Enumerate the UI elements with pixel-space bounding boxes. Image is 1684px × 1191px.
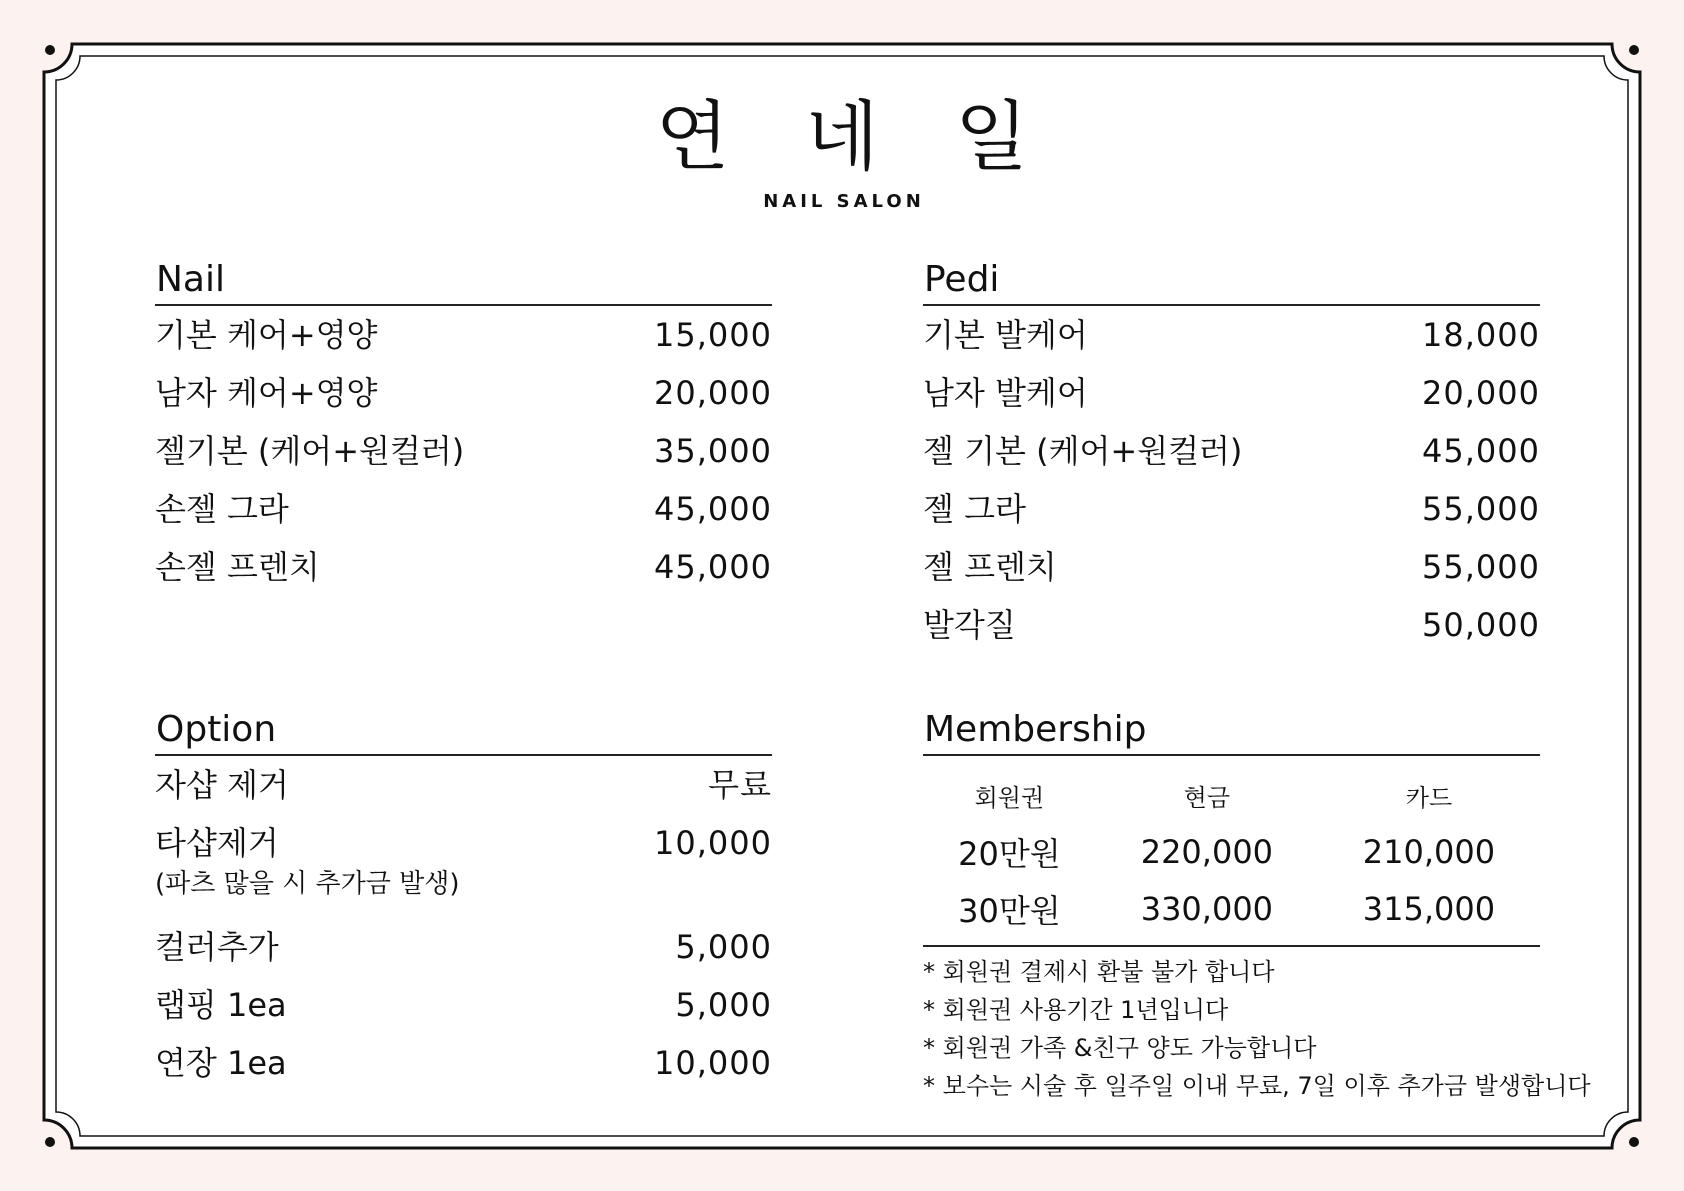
membership-section	[923, 708, 1591, 1105]
item-price: 5,000	[675, 986, 772, 1024]
nail-item	[155, 364, 772, 422]
item-price: 55,000	[1422, 548, 1540, 586]
column-header: 회원권	[974, 783, 1045, 812]
note-line: * 회원권 결제시 환불 불가 합니다	[923, 958, 1275, 986]
membership-cell: 210,000	[1362, 832, 1496, 871]
item-name: 랩핑 1ea	[155, 986, 287, 1024]
item-name: 남자 케어+영양	[155, 374, 378, 412]
option-item	[155, 976, 772, 1034]
membership-cell: 20만원	[958, 834, 1061, 873]
item-name: 젤기본 (케어+원컬러)	[155, 432, 465, 470]
option-section	[155, 708, 772, 1092]
pedi-item	[923, 596, 1540, 654]
pedi-item	[923, 422, 1540, 480]
item-note: (파츠 많을 시 추가금 발생)	[155, 869, 460, 899]
item-name: 젤 기본 (케어+원컬러)	[923, 432, 1243, 470]
item-name: 타샵제거	[155, 824, 279, 862]
item-name: 연장 1ea	[155, 1044, 287, 1082]
option-title: Option	[155, 708, 772, 756]
item-name: 젤 프렌치	[923, 548, 1057, 586]
pedi-item	[923, 538, 1540, 596]
item-price: 무료	[708, 766, 772, 804]
nail-item	[155, 422, 772, 480]
item-price: 50,000	[1422, 606, 1540, 644]
option-item	[155, 756, 772, 814]
nail-title: Nail	[155, 258, 772, 306]
item-name: 손젤 그라	[155, 490, 289, 528]
pedi-list	[923, 306, 1540, 654]
membership-cell: 330,000	[1140, 889, 1274, 928]
item-price: 18,000	[1422, 316, 1540, 354]
item-price: 45,000	[654, 490, 772, 528]
membership-header-row	[923, 756, 1540, 823]
option-item	[155, 814, 772, 918]
option-list	[155, 756, 772, 1092]
item-name: 손젤 프렌치	[155, 548, 320, 586]
salon-name: 연 네 일	[655, 92, 1055, 181]
item-price: 45,000	[654, 548, 772, 586]
item-price: 10,000	[654, 1044, 772, 1082]
nail-list	[155, 306, 772, 596]
pedi-title: Pedi	[923, 258, 1540, 306]
pedi-item	[923, 480, 1540, 538]
pedi-item	[923, 364, 1540, 422]
item-name: 자샵 제거	[155, 766, 289, 804]
item-price: 45,000	[1422, 432, 1540, 470]
item-price: 20,000	[654, 374, 772, 412]
column-header: 현금	[1183, 783, 1231, 812]
nail-item	[155, 538, 772, 596]
item-price: 5,000	[675, 928, 772, 966]
item-price: 20,000	[1422, 374, 1540, 412]
membership-notes	[923, 947, 1591, 1105]
item-name: 기본 발케어	[923, 316, 1088, 354]
pedi-item	[923, 306, 1540, 364]
item-name: 남자 발케어	[923, 374, 1088, 412]
membership-cell: 30만원	[958, 891, 1061, 930]
pedi-section	[923, 258, 1540, 654]
membership-row	[923, 823, 1540, 880]
note-line: * 회원권 가족 &친구 양도 가능합니다	[923, 1034, 1317, 1062]
note-line: * 보수는 시술 후 일주일 이내 무료, 7일 이후 추가금 발생합니다	[923, 1072, 1591, 1100]
item-price: 55,000	[1422, 490, 1540, 528]
item-name: 기본 케어+영양	[155, 316, 378, 354]
membership-table	[923, 756, 1540, 937]
note-line: * 회원권 사용기간 1년입니다	[923, 996, 1229, 1024]
item-name: 발각질	[923, 606, 1016, 644]
membership-cell: 315,000	[1362, 889, 1496, 928]
item-name: 컬러추가	[155, 928, 279, 966]
nail-item	[155, 306, 772, 364]
membership-cell: 220,000	[1140, 832, 1274, 871]
item-price: 35,000	[654, 432, 772, 470]
column-header: 카드	[1405, 783, 1453, 812]
nail-section	[155, 258, 772, 596]
membership-title: Membership	[923, 708, 1540, 756]
nail-item	[155, 480, 772, 538]
salon-subtitle: NAIL SALON	[763, 191, 925, 212]
membership-row	[923, 880, 1540, 937]
option-item	[155, 1034, 772, 1092]
item-name-block	[155, 822, 460, 904]
option-item	[155, 918, 772, 976]
item-name: 젤 그라	[923, 490, 1026, 528]
item-price: 10,000	[654, 824, 772, 862]
item-price: 15,000	[654, 316, 772, 354]
